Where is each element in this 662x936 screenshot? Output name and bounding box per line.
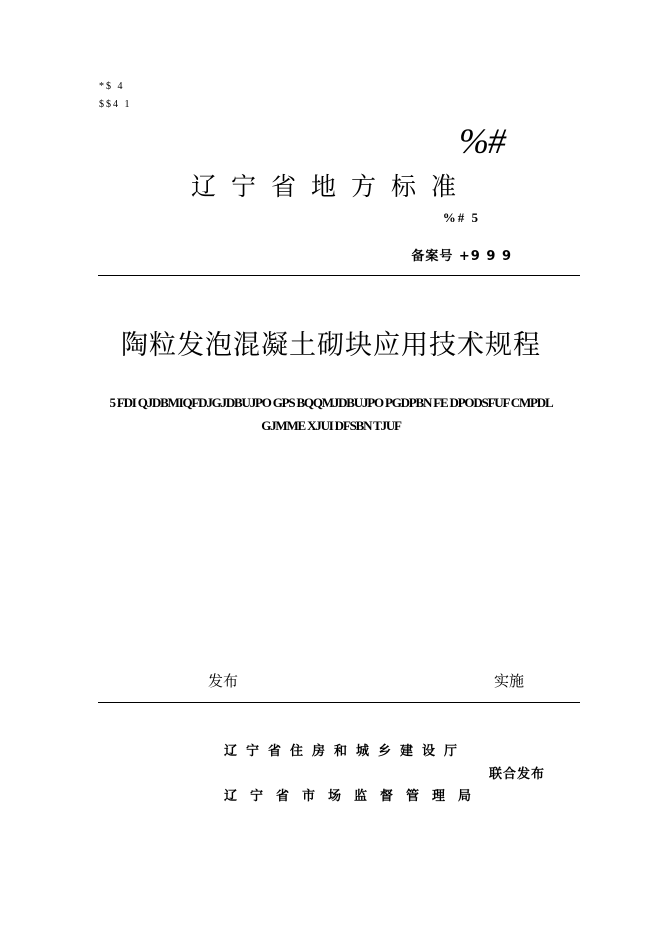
english-title-line-2: GJMME XJUI DFSBN TJUF: [261, 418, 401, 433]
issue-label: 发布: [208, 672, 239, 690]
db-mark: %#: [459, 121, 505, 161]
standard-title: 辽宁省地方标准: [190, 172, 471, 201]
ics-code: *$ 4: [99, 81, 125, 92]
ccs-code: $$4 1: [99, 99, 132, 110]
bottom-divider: [98, 702, 580, 703]
top-divider: [98, 275, 580, 276]
document-title: 陶粒发泡混凝土砌块应用技术规程: [121, 330, 541, 361]
implement-label: 实施: [494, 672, 525, 690]
record-number: 备案号 +9 9 9: [411, 249, 512, 264]
issuer-housing-department: 辽宁省住房和城乡建设厅: [224, 744, 467, 759]
english-title-line-1: 5 FDI QJDBMIQFDJGJDBUJPO GPS BQQMJDBUJPO PGDPBN FE DPODSFUF CMPDL: [109, 395, 553, 410]
standard-code: %# 5: [442, 210, 480, 225]
joint-issue-label: 联合发布: [489, 767, 546, 782]
issuer-market-regulation-bureau: 辽宁省市场监督管理局: [224, 789, 485, 804]
